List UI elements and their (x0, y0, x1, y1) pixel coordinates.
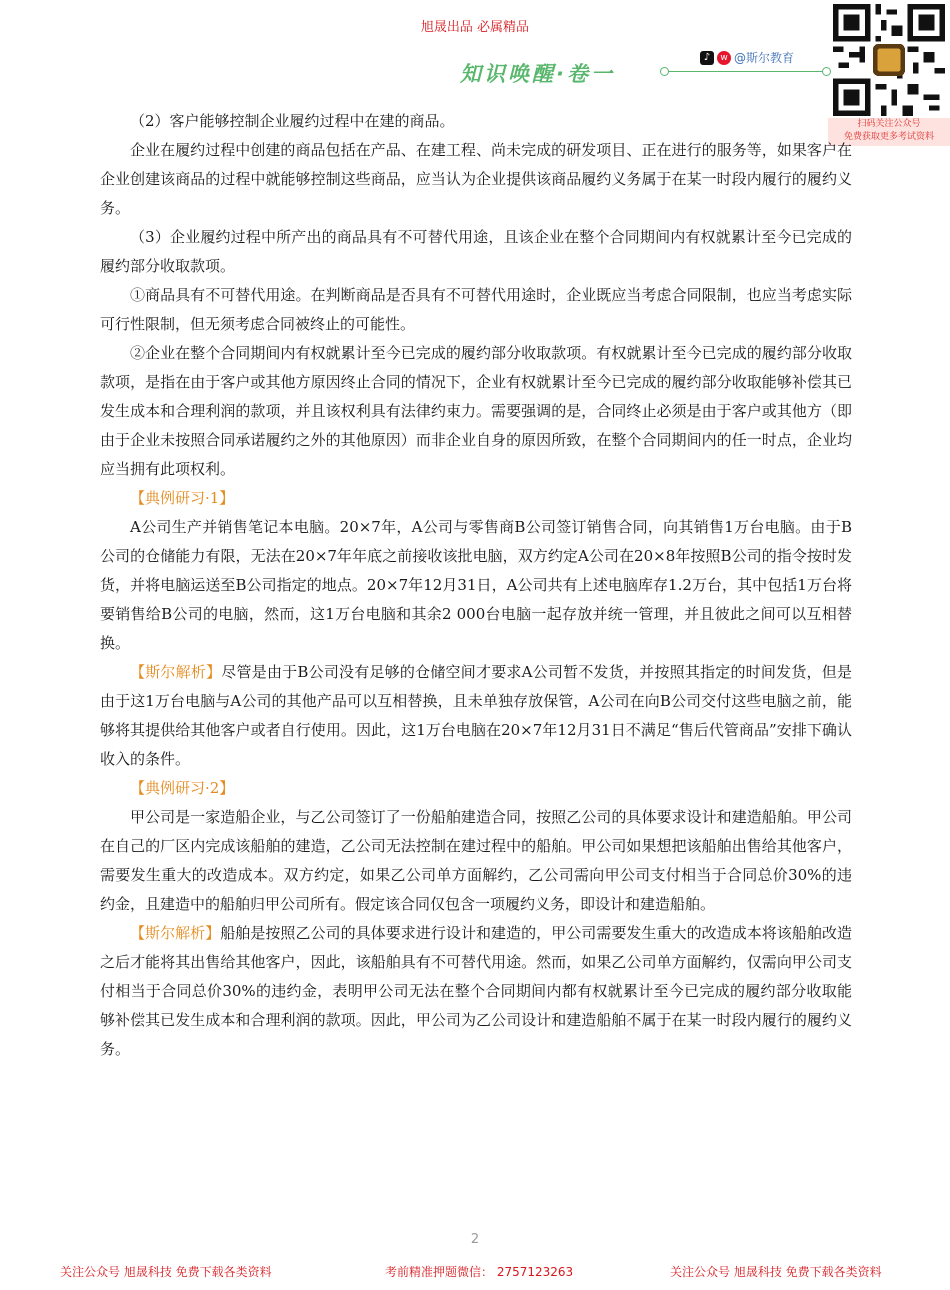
footer-right: 关注公众号 旭晟科技 免费下载各类资料 (670, 1265, 882, 1279)
social-handle: @斯尔教育 (734, 51, 795, 65)
tiktok-icon[interactable]: ♪ (700, 51, 714, 65)
analysis-tag: 【斯尔解析】 (130, 924, 221, 942)
title-dot-left (660, 67, 669, 76)
footer-left: 关注公众号 旭晟科技 免费下载各类资料 (60, 1265, 272, 1279)
paragraph: A公司生产并销售笔记本电脑。20×7年，A公司与零售商B公司签订销售合同，向其销售1万台电脑。由于B公司的仓储能力有限，无法在20×7年年底之前接收该批电脑，双方约定A公司在20×8年按照B公司的指令按时发货，并将电脑运送至B公司指定的地点。20×7年12月31日，A公司共有上述电脑库存1.2万台，其中包括1万台将要销售给B公司的电脑，然而，这1万台电脑和其余2 000台电脑一起存放并统一管理，并且彼此之间可以互相替换。 (100, 518, 852, 652)
analysis-tag: 【斯尔解析】 (130, 663, 222, 681)
header-brand: 旭晟出品 必属精品 (420, 20, 530, 35)
title-dot-right (822, 67, 831, 76)
page-number: 2 (470, 1232, 480, 1247)
paragraph: 甲公司是一家造船企业，与乙公司签订了一份船舶建造合同，按照乙公司的具体要求设计和建造船舶。甲公司在自己的厂区内完成该船舶的建造，乙公司无法控制在建过程中的船舶。甲公司如果想把该船舶出售给其他客户，需要发生重大的改造成本。双方约定，如果乙公司单方面解约，乙公司需向甲公司支付相当于合同总价30%的违约金，且建造中的船舶归甲公司所有。假定该合同仅包含一项履约义务，即设计和建造船舶。 (100, 808, 852, 913)
case-heading (100, 484, 852, 513)
case-tag: 【典例研习·1】 (130, 489, 235, 507)
case-heading (100, 774, 852, 803)
analysis-text: 船舶是按照乙公司的具体要求进行设计和建造的，甲公司需要发生重大的改造成本将该船舶改造之后才能将其出售给其他客户，因此，该船舶具有不可替代用途。然而，如果乙公司单方面解约，仅需向甲公司支付相当于合同总价30%的违约金，表明甲公司无法在整个合同期间内都有权就累计至今已完成的履约部分收取能够补偿其已发生成本和合理利润的款项。因此，甲公司为乙公司设计和建造船舶不属于在某一时段内履行的履约义务。 (100, 924, 852, 1058)
analysis-paragraph (100, 658, 852, 774)
paragraph: ①商品具有不可替代用途。在判断商品是否具有不可替代用途时，企业既应当考虑合同限制，也应当考虑实际可行性限制，但无须考虑合同被终止的可能性。 (100, 286, 852, 333)
qr-caption: 扫码关注公众号 免费获取更多考试资料 (828, 118, 950, 146)
document-body (100, 107, 852, 1064)
paragraph: （2）客户能够控制企业履约过程中在建的商品。 (130, 112, 455, 130)
paragraph: （3）企业履约过程中所产出的商品具有不可替代用途，且该企业在整个合同期间内有权就累计至今已完成的履约部分收取款项。 (100, 228, 852, 275)
case-tag: 【典例研习·2】 (130, 779, 235, 797)
qr-code-icon (833, 4, 945, 116)
analysis-text: 尽管是由于B公司没有足够的仓储空间才要求A公司暂不发货，并按照其指定的时间发货，但是由于这1万台电脑与A公司的其他产品可以互相替换，且未单独存放保管，A公司在向B公司交付这些电脑之前，能够将其提供给其他客户或者自行使用。因此，这1万台电脑在20×7年12月31日不满足“售后代管商品”安排下确认收入的条件。 (100, 663, 852, 768)
title-divider (664, 71, 826, 72)
series-title: 知识唤醒·卷一 (460, 62, 615, 86)
analysis-paragraph (100, 919, 852, 1064)
footer-center: 考前精准押题微信： 2757123263 (385, 1265, 574, 1279)
paragraph: ②企业在整个合同期间内有权就累计至今已完成的履约部分收取款项。有权就累计至今已完成的履约部分收取款项，是指在由于客户或其他方原因终止合同的情况下，企业有权就累计至今已完成的履约部分收取能够补偿其已发生成本和合理利润的款项，并且该权利具有法律约束力。需要强调的是，合同终止必须是由于客户或其他方（即由于企业未按照合同承诺履约之外的其他原因）而非企业自身的原因所致，在整个合同期间内的任一时点，企业均应当拥有此项权利。 (100, 344, 852, 478)
social-links (700, 49, 794, 66)
paragraph: 企业在履约过程中创建的商品包括在产品、在建工程、尚未完成的研发项目、正在进行的服务等，如果客户在企业创建该商品的过程中就能够控制这些商品，应当认为企业提供该商品履约义务属于在某一时段内履行的履约义务。 (100, 141, 852, 217)
weibo-icon[interactable]: w (717, 51, 731, 65)
